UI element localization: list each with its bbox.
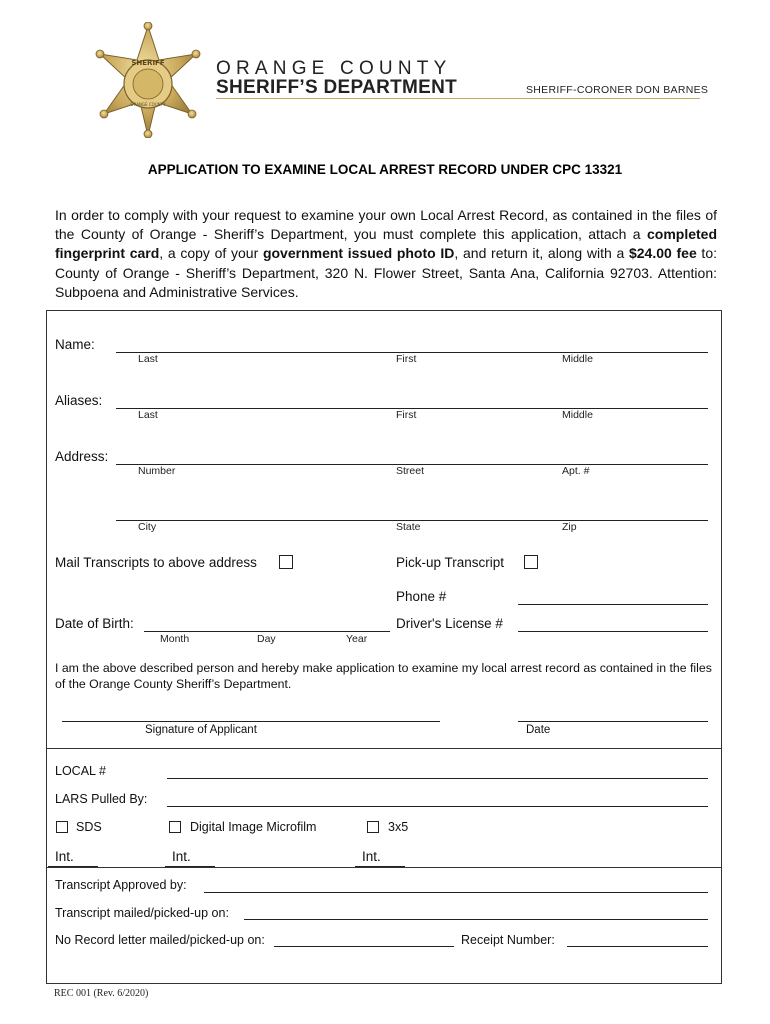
badge-text-ring: ORANGE COUNTY bbox=[130, 102, 166, 107]
no-record-field[interactable] bbox=[274, 946, 454, 947]
receipt-number-label: Receipt Number: bbox=[461, 933, 555, 947]
dob-year-caption: Year bbox=[346, 633, 368, 645]
name-first-caption: First bbox=[396, 353, 417, 365]
digital-microfilm-checkbox[interactable] bbox=[169, 821, 181, 833]
address-apt-caption: Apt. # bbox=[562, 465, 590, 477]
dob-field[interactable] bbox=[144, 631, 390, 632]
receipt-number-field[interactable] bbox=[567, 946, 708, 947]
name-last-caption: Last bbox=[138, 353, 158, 365]
sds-checkbox[interactable] bbox=[56, 821, 68, 833]
intro-bold-fee: $24.00 fee bbox=[628, 245, 697, 262]
department-name: SHERIFF’S DEPARTMENT bbox=[216, 77, 458, 98]
aliases-first-caption: First bbox=[396, 409, 417, 421]
phone-field[interactable] bbox=[518, 604, 708, 605]
form-title: APPLICATION TO EXAMINE LOCAL ARREST RECORD UNDER CPC 13321 bbox=[147, 162, 623, 177]
transcript-mailed-label: Transcript mailed/picked-up on: bbox=[55, 906, 229, 920]
dob-label: Date of Birth: bbox=[55, 616, 134, 631]
mail-transcripts-label: Mail Transcripts to above address bbox=[55, 555, 257, 570]
transcript-approved-label: Transcript Approved by: bbox=[55, 878, 187, 892]
phone-label: Phone # bbox=[396, 589, 447, 604]
signature-caption: Signature of Applicant bbox=[145, 724, 257, 736]
section-divider-office bbox=[46, 748, 722, 749]
date-caption: Date bbox=[526, 724, 551, 736]
intro-bold-photo-id: government issued photo ID bbox=[262, 245, 455, 262]
sheriff-name: SHERIFF-CORONER DON BARNES bbox=[526, 84, 709, 96]
address-city-caption: City bbox=[138, 521, 157, 533]
transcript-mailed-field[interactable] bbox=[244, 919, 708, 920]
dob-month-caption: Month bbox=[160, 633, 190, 645]
header-rule bbox=[216, 98, 700, 99]
aliases-middle-caption: Middle bbox=[562, 409, 593, 421]
int-label-1: Int. bbox=[55, 849, 74, 864]
int-field-3[interactable] bbox=[355, 866, 405, 867]
aliases-last-caption: Last bbox=[138, 409, 158, 421]
declaration-text: I am the above described person and hereby make application to examine my local arrest record as contained in the files of the Orange County Sheriff’s Department. bbox=[55, 661, 712, 691]
digital-microfilm-label: Digital Image Microfilm bbox=[190, 820, 317, 834]
name-label: Name: bbox=[55, 337, 95, 352]
three-by-five-checkbox[interactable] bbox=[367, 821, 379, 833]
drivers-license-field[interactable] bbox=[518, 631, 708, 632]
date-field[interactable] bbox=[518, 721, 708, 722]
int-field-2[interactable] bbox=[165, 866, 215, 867]
lars-pulled-field[interactable] bbox=[167, 806, 708, 807]
mail-transcripts-checkbox[interactable] bbox=[279, 555, 293, 569]
name-middle-caption: Middle bbox=[562, 353, 593, 365]
dob-day-caption: Day bbox=[257, 633, 276, 645]
org-name: ORANGE COUNTY bbox=[216, 58, 452, 79]
int-label-2: Int. bbox=[172, 849, 191, 864]
int-field-1[interactable] bbox=[48, 866, 98, 867]
sheriff-badge-logo bbox=[92, 22, 204, 138]
local-number-field[interactable] bbox=[167, 778, 708, 779]
address-label: Address: bbox=[55, 449, 109, 464]
intro-bold-fingerprint: completed fingerprint card bbox=[55, 226, 717, 262]
section-divider-transcript bbox=[46, 867, 722, 868]
address-street-caption: Street bbox=[396, 465, 425, 477]
signature-field[interactable] bbox=[62, 721, 440, 722]
address-number-caption: Number bbox=[138, 465, 176, 477]
intro-paragraph: In order to comply with your request to examine your own Local Arrest Record, as contained in the files of the County of Orange - Sheriff’s Department, you must complete this application, attach a completed fingerprint card, a copy of your government issued photo ID, and return it, along with a $24.00 fee to: County of Orange - Sheriff’s Department, 320 N. Flower Street, Santa Ana, California 92703. Attention: Subpoena and Administrative Services. bbox=[55, 207, 718, 300]
lars-pulled-label: LARS Pulled By: bbox=[55, 792, 148, 806]
pickup-transcript-label: Pick-up Transcript bbox=[396, 555, 505, 570]
pickup-transcript-checkbox[interactable] bbox=[524, 555, 538, 569]
sds-label: SDS bbox=[76, 820, 102, 834]
form-revision: REC 001 (Rev. 6/2020) bbox=[54, 988, 149, 999]
address-zip-caption: Zip bbox=[562, 521, 577, 533]
drivers-license-label: Driver's License # bbox=[396, 616, 503, 631]
badge-text-top: SHERIFF bbox=[131, 59, 165, 67]
no-record-label: No Record letter mailed/picked-up on: bbox=[55, 933, 265, 947]
three-by-five-label: 3x5 bbox=[388, 820, 409, 834]
aliases-label: Aliases: bbox=[55, 393, 103, 408]
int-label-3: Int. bbox=[362, 849, 381, 864]
transcript-approved-field[interactable] bbox=[204, 892, 708, 893]
address-state-caption: State bbox=[396, 521, 421, 533]
local-number-label: LOCAL # bbox=[55, 764, 106, 778]
